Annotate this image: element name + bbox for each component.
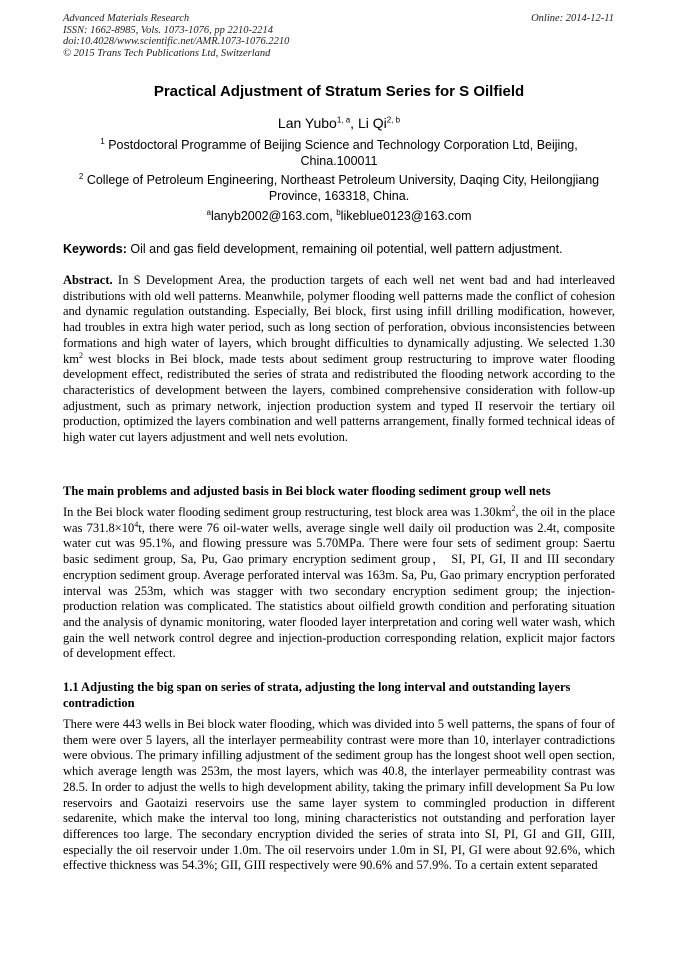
author-1-affil: 1, a [336,115,351,125]
affiliation-1-number: 1 [100,136,105,146]
issn-line: ISSN: 1662-8985, Vols. 1073-1076, pp 2210-2214 [63,24,273,36]
author-1: Lan Yubo [277,115,337,131]
email-a-marker: a [206,207,211,217]
abstract-label: Abstract. [63,273,113,287]
abstract-superscript: 2 [78,350,83,360]
keywords-label: Keywords: [63,242,127,256]
author-2: Li Qi [357,115,387,131]
section-1-heading: The main problems and adjusted basis in Bei block water flooding sediment group well nets [63,484,551,498]
abstract-text-1: In S Development Area, the production targets of each well net went bad and had interleaved distributions with old well patterns. Meanwhile, polymer flooding well patterns made the conflict of cohesion and dynamic regulation outstanding. Especially, Bei block, first using infill drilling modification, however, had troubles in extra high water period, such as long section of perforation, obvious inconsistencies between formations and high water of layers, which brought difficulties to dynamically adjusting. We selected 1.30 km [63,273,615,366]
section-1-superscript-2: 4 [134,519,139,529]
author-2-affil: 2, b [386,115,401,125]
doi-line: doi:10.4028/www.scientific.net/AMR.1073-1076.2210 [63,36,290,47]
affiliation-2-number: 2 [78,171,84,181]
online-date: Online: 2014-12-11 [531,13,614,24]
keywords [63,242,615,256]
affiliation-2-text: College of Petroleum Engineering, Northeast Petroleum University, Daqing City, Heilongjiang Province, 163318, China. [83,173,600,203]
affiliation-2 [70,172,608,204]
section-1-superscript-1: 2 [511,503,516,513]
author-separator: , [350,115,358,131]
abstract-text-2: west blocks in Bei block, made tests about sediment group restructuring to improve water flooding development effect, redistributed the series of strata and redistributed the flooding network according to the characteristics of development between the layers, combined comprehensive consideration with follow-up adjustment, such as primary network, injection production system and typed II reservoir the tertiary oil production, optimized the layers combination and well patterns arrangement, finally formed technical ideas of high water cut layers adjustment and well nets evolution. [63,351,615,445]
journal-header [63,13,289,59]
author-emails [0,209,678,223]
section-1-text-3: t, there were 76 oil-water wells, average single well daily oil production was 2.4t, composite water cut was 95.1%, and flowing pressure was 5.70MPa. There were four sets of sediment group: Saertu basic sediment group, Sa, Pu, Gao primary encryption sediment group， SI, PI, GI, II and III secondary encryption sediment group. Average perforated interval was 163m. Sa, Pu, Gao primary encryption perforated interval was 253m, which was stagger with two secondary encryption sediment group; the injection-production relation was complicated. The statistics about oilfield growth condition and perforating situation and the analysis of dynamic monitoring, water flooded layer interpretation and coring well water wash, which gain the well network control degree and injection-production corresponding relation, explicit major factors of development effect. [63,520,615,661]
journal-name: Advanced Materials Research [63,13,190,24]
section-1-paragraph [63,505,615,662]
email-b-marker: b [336,207,341,217]
section-1-text-2: , the oil in the place was 731.8×10 [63,505,615,535]
author-line [0,115,678,131]
abstract [63,273,615,446]
section-1-text-1: In the Bei block water flooding sediment group restructuring, test block area was 1.30km [63,505,512,519]
section-1-1-paragraph: There were 443 wells in Bei block water flooding, which was divided into 5 well patterns, the spans of four of them were over 5 layers, all the interlayer permeability contrast were more than 10, interlayer contradictions were obvious. The primary infilling adjustment of the sediment group has the longest shoot well open section, which average length was 253m, the most layers, which was 40.8, the interlayer permeability contrast was 28.5. In order to adjust the wells to high development ability, taking the primary infill development Sa Pu low reservoirs and Gaotaizi reservoirs use the same layer system to commingled production in different sedarenite, which make the interval too long, mining characteristics not outstanding and perforation layer differences too large. The secondary encryption divided the series of strata into SI, PI, GI and GII, GIII, especially the oil reservoir under 1.0m. The oil reservoirs under 1.0m in SI, PI, GI were about 92.6%, which effective thickness was 54.3%; GII, GIII respectively were 90.6% and 57.9%. To a certain extent separated [63,717,615,873]
affiliation-1-text: Postdoctoral Programme of Beijing Science and Technology Corporation Ltd, Beijing, China.100011 [104,138,578,168]
email-b: likeblue0123@163.com [340,209,472,223]
paper-title: Practical Adjustment of Stratum Series for S Oilfield [153,83,525,100]
keywords-text: Oil and gas field development, remaining oil potential, well pattern adjustment. [126,242,563,256]
copyright-line: © 2015 Trans Tech Publications Ltd, Switzerland [63,47,271,59]
email-a: lanyb2002@163.com, [210,209,337,223]
affiliation-1 [70,137,608,169]
section-1-1-heading: 1.1 Adjusting the big span on series of strata, adjusting the long interval and outstanding layers contradiction [63,680,571,710]
